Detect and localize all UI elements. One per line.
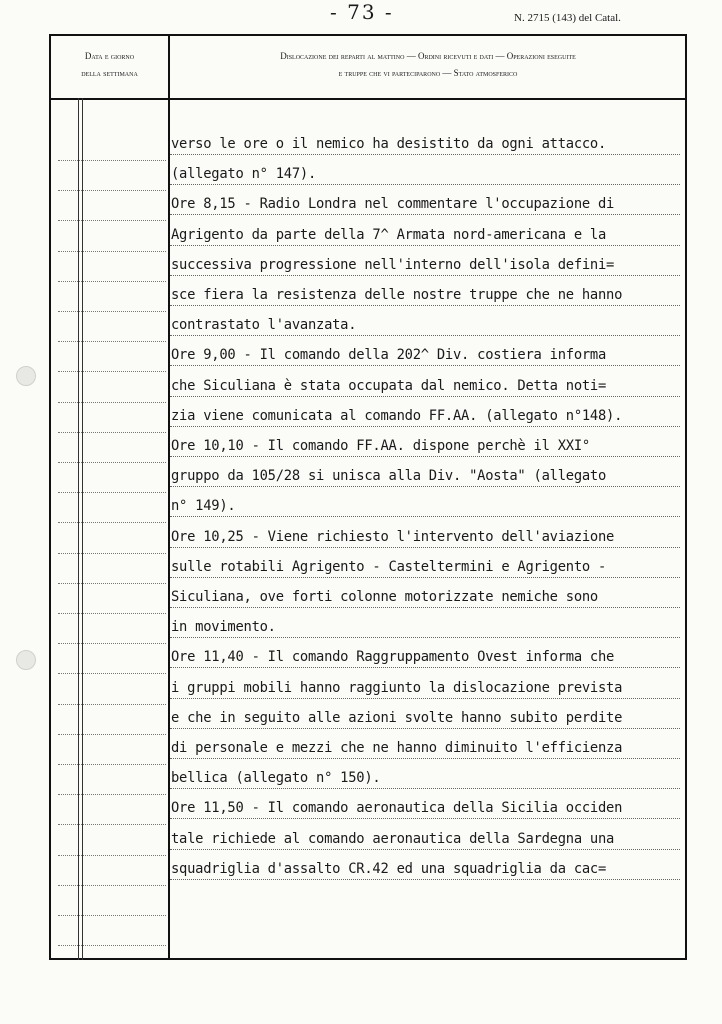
date-column-ruling <box>58 643 166 644</box>
text-line: bellica (allegato n° 150). <box>171 770 381 786</box>
ruled-line <box>170 607 680 608</box>
date-column-ruling <box>58 462 166 463</box>
date-column-ruling <box>58 855 166 856</box>
text-line: sulle rotabili Agrigento - Casteltermini e Agrigento - <box>171 559 607 575</box>
date-column-ruling <box>58 190 166 191</box>
ruled-line <box>170 698 680 699</box>
date-column-ruling <box>58 885 166 886</box>
ruled-line <box>170 818 680 819</box>
ruled-line <box>170 547 680 548</box>
date-column-ruling <box>58 371 166 372</box>
date-column-ruling <box>58 553 166 554</box>
ruled-line <box>170 758 680 759</box>
text-line: i gruppi mobili hanno raggiunto la dislocazione prevista <box>171 680 623 696</box>
text-line: che Siculiana è stata occupata dal nemico. Detta noti= <box>171 378 607 394</box>
ruled-line <box>170 456 680 457</box>
ruled-line <box>170 245 680 246</box>
page-number: - 73 - <box>330 0 394 24</box>
date-column-ruling <box>58 522 166 523</box>
date-column-ruling <box>58 220 166 221</box>
ruled-line <box>170 637 680 638</box>
header-operations-line: Dislocazione dei reparti al mattino — Ordini ricevuti e dati — Operazioni eseguite <box>280 51 576 61</box>
ruled-line <box>170 305 680 306</box>
header-date-column <box>51 48 168 82</box>
date-column-ruling <box>58 281 166 282</box>
text-line: Ore 11,40 - Il comando Raggruppamento Ovest informa che <box>171 649 615 665</box>
text-line: Ore 8,15 - Radio Londra nel commentare l'occupazione di <box>171 196 615 212</box>
text-line: e che in seguito alle azioni svolte hanno subito perdite <box>171 710 623 726</box>
text-line: gruppo da 105/28 si unisca alla Div. "Aosta" (allegato <box>171 468 607 484</box>
ruled-line <box>170 275 680 276</box>
text-line: successiva progressione nell'interno dell'isola defini= <box>171 257 615 273</box>
header-date-line: Data e giorno <box>84 51 135 61</box>
punch-hole <box>16 650 36 670</box>
text-line: Agrigento da parte della 7^ Armata nord-americana e la <box>171 227 607 243</box>
ruled-line <box>170 788 680 789</box>
ruled-line <box>170 516 680 517</box>
text-line: zia viene comunicata al comando FF.AA. (allegato n°148). <box>171 408 623 424</box>
text-line: Ore 10,25 - Viene richiesto l'intervento dell'aviazione <box>171 529 615 545</box>
header-date-line: della settimana <box>81 68 138 78</box>
ruled-line <box>170 214 680 215</box>
ruled-line <box>170 667 680 668</box>
text-line: verso le ore o il nemico ha desistito da ogni attacco. <box>171 136 607 152</box>
catalog-reference: N. 2715 (143) del Catal. <box>514 12 621 24</box>
date-column-ruling <box>58 402 166 403</box>
ruled-line <box>170 396 680 397</box>
ruled-line <box>170 426 680 427</box>
date-column-ruling <box>58 945 166 946</box>
date-column-ruling <box>58 734 166 735</box>
text-line: n° 149). <box>171 498 236 514</box>
ruled-line <box>170 849 680 850</box>
text-line: sce fiera la resistenza delle nostre truppe che ne hanno <box>171 287 623 303</box>
ruled-line <box>170 184 680 185</box>
ruled-line <box>170 728 680 729</box>
ruled-line <box>170 154 680 155</box>
text-line: contrastato l'avanzata. <box>171 317 357 333</box>
ruled-line <box>170 577 680 578</box>
column-divider <box>168 34 170 960</box>
header-operations-line: e truppe che vi parteciparono — Stato atmosferico <box>338 68 518 78</box>
text-line: in movimento. <box>171 619 276 635</box>
punch-hole <box>16 366 36 386</box>
ruled-line <box>170 335 680 336</box>
date-column-ruling <box>58 251 166 252</box>
date-column-ruling <box>58 764 166 765</box>
date-column-ruling <box>58 583 166 584</box>
date-column-ruling <box>58 311 166 312</box>
date-column-rule <box>78 98 79 960</box>
date-column-ruling <box>58 915 166 916</box>
text-line: Ore 11,50 - Il comando aeronautica della Sicilia occiden <box>171 800 623 816</box>
text-line: tale richiede al comando aeronautica della Sardegna una <box>171 831 615 847</box>
date-column-ruling <box>58 794 166 795</box>
date-column-ruling <box>58 432 166 433</box>
date-column-ruling <box>58 613 166 614</box>
text-line: Ore 10,10 - Il comando FF.AA. dispone perchè il XXI° <box>171 438 590 454</box>
date-column-ruling <box>58 673 166 674</box>
date-column-ruling <box>58 160 166 161</box>
date-column-rule <box>82 98 83 960</box>
header-operations-column <box>171 48 685 82</box>
text-line: di personale e mezzi che ne hanno diminuito l'efficienza <box>171 740 623 756</box>
text-line: (allegato n° 147). <box>171 166 317 182</box>
text-line: Siculiana, ove forti colonne motorizzate nemiche sono <box>171 589 598 605</box>
ruled-line <box>170 486 680 487</box>
date-column-ruling <box>58 824 166 825</box>
ruled-line <box>170 879 680 880</box>
register-frame <box>49 34 687 960</box>
date-column-ruling <box>58 704 166 705</box>
text-line: squadriglia d'assalto CR.42 ed una squadriglia da cac= <box>171 861 607 877</box>
text-line: Ore 9,00 - Il comando della 202^ Div. costiera informa <box>171 347 607 363</box>
date-column-ruling <box>58 492 166 493</box>
ruled-line <box>170 365 680 366</box>
header-divider <box>49 98 687 100</box>
date-column-ruling <box>58 341 166 342</box>
